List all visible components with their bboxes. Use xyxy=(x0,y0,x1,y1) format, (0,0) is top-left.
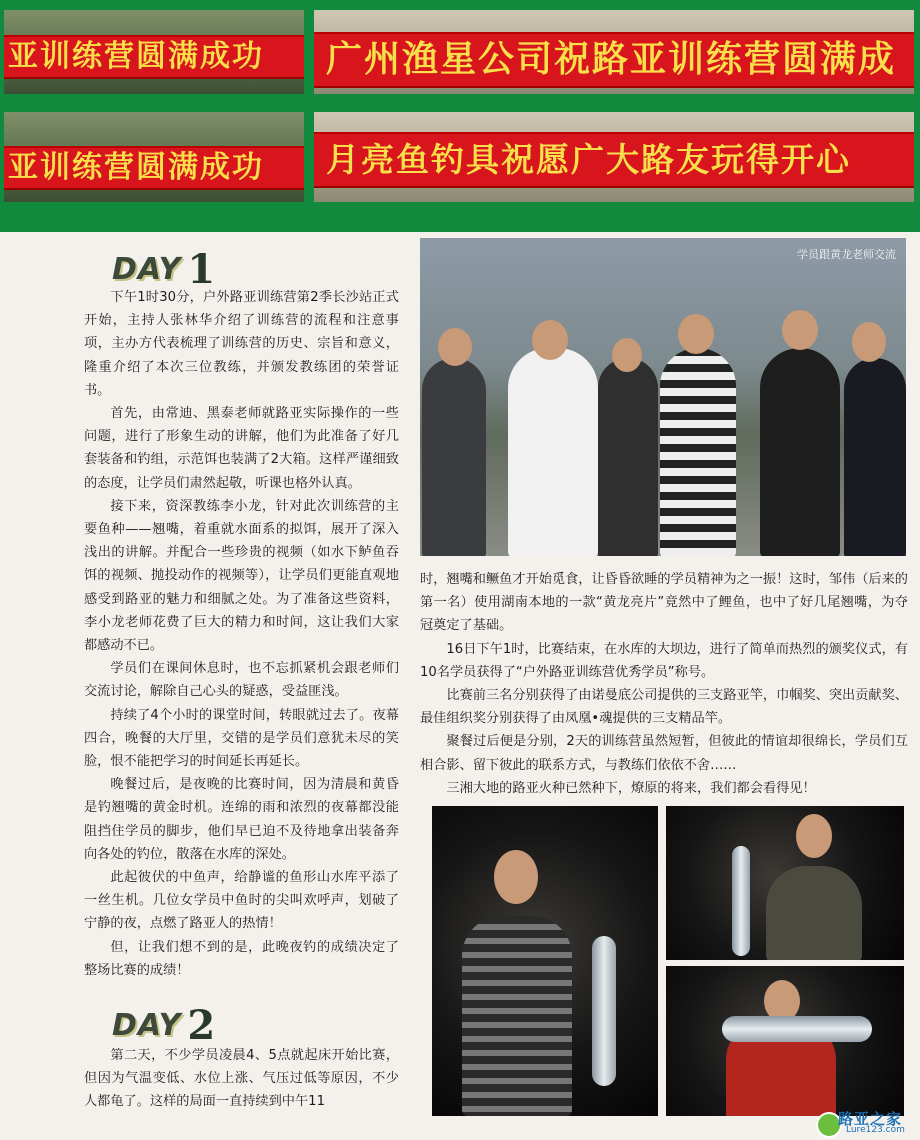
group-photo xyxy=(420,238,906,556)
banner-photo-2 xyxy=(314,10,914,94)
person-head xyxy=(852,322,886,362)
person-head xyxy=(796,814,832,858)
night-catch-photo-2 xyxy=(666,806,904,960)
day1-number: 1 xyxy=(187,246,216,293)
logo-main-text: 路亚之家 xyxy=(838,1110,903,1128)
paragraph: 持续了4个小时的课堂时间，转眼就过去了。夜幕四合，晚餐的大厅里，交错的是学员们意犹未尽的笑脸，恨不能把学习的时间延长再延长。 xyxy=(84,707,399,770)
night-catch-photo-1 xyxy=(432,806,658,1116)
paragraph: 晚餐过后，是夜晚的比赛时间，因为清晨和黄昏是钓翘嘴的黄金时机。连绵的雨和浓烈的夜幕都没能阻挡住学员的脚步，他们早已迫不及待地拿出装备奔向各处的钓位，散落在水库的深处。 xyxy=(84,777,399,862)
person-figure xyxy=(508,348,598,556)
banner-3: 亚训练营圆满成功 xyxy=(4,146,304,190)
left-column-day1 xyxy=(84,286,399,982)
person-head xyxy=(782,310,818,350)
top-photo-band xyxy=(0,0,920,232)
paragraph: 比赛前三名分别获得了由诺曼底公司提供的三支路亚竿，巾帼奖、突出贡献奖、最佳组织奖分别获得了由凤凰•魂提供的三支精品竿。 xyxy=(420,688,908,727)
paragraph: 首先，由常迪、黑泰老师就路亚实际操作的一些问题，进行了形象生动的讲解，他们为此准备了好几套装备和钓组，示范饵也装满了2大箱。这样严谨细致的态度，让学员们肃然起敬，听课也格外认真。 xyxy=(84,406,399,491)
paragraph: 聚餐过后便是分别，2天的训练营虽然短暂，但彼此的情谊却很绵长，学员们互相合影、留下彼此的联系方式，与教练们依依不舍…… xyxy=(420,734,908,773)
day1-heading xyxy=(112,246,216,293)
banner-2: 广州渔星公司祝路亚训练营圆满成 xyxy=(314,32,914,88)
left-column-day2 xyxy=(84,1044,399,1114)
photo-caption: 学员跟黄龙老师交流 xyxy=(797,248,896,261)
paragraph: 接下来，资深教练李小龙，针对此次训练营的主要鱼种——翘嘴，着重就水面系的拟饵，展开了深入浅出的讲解。并配合一些珍贵的视频（如水下鲈鱼吞饵的视频、抛投动作的视频等），让学员们更能直观地感受到路亚的魅力和细腻之处。为了准备这些资料，李小龙老师花费了巨大的精力和时间，这让我们大家都感动不已。 xyxy=(84,498,399,654)
site-logo xyxy=(816,1108,916,1136)
banner-photo-4 xyxy=(314,112,914,202)
banner-photo-1 xyxy=(4,10,304,94)
banner-photo-3 xyxy=(4,112,304,202)
person-figure xyxy=(462,916,572,1116)
fish xyxy=(592,936,616,1086)
fish xyxy=(722,1016,872,1042)
paragraph: 三湘大地的路亚火种已然种下，燎原的将来，我们都会看得见！ xyxy=(446,780,816,796)
fish xyxy=(732,846,750,956)
person-head xyxy=(494,850,538,904)
banner-4: 月亮鱼钓具祝愿广大路友玩得开心 xyxy=(314,132,914,188)
person-figure xyxy=(844,358,906,556)
person-head xyxy=(438,328,472,366)
paragraph: 下午1时30分，户外路亚训练营第2季长沙站正式开始，主持人张林华介绍了训练营的流程和注意事项，主办方代表梳理了训练营的历史、宗旨和意义，隆重介绍了本次三位教练，并颁发教练团的荣誉证书。 xyxy=(84,290,399,398)
person-figure xyxy=(422,358,486,556)
day2-number: 2 xyxy=(187,1002,216,1049)
paragraph: 16日下午1时，比赛结束，在水库的大坝边，进行了简单而热烈的颁奖仪式，有10名学员获得了“户外路亚训练营优秀学员”称号。 xyxy=(420,641,908,680)
paragraph: 学员们在课间休息时，也不忘抓紧机会跟老师们交流讨论，解除自己心头的疑惑，受益匪浅。 xyxy=(84,661,399,700)
person-head xyxy=(612,338,642,372)
day1-word: DAY xyxy=(112,252,182,287)
day2-word: DAY xyxy=(112,1008,182,1043)
person-figure xyxy=(660,348,736,556)
logo-sub-text: Lure123.com xyxy=(846,1125,905,1135)
paragraph: 此起彼伏的中鱼声，给静谧的鱼形山水库平添了一丝生机。几位女学员中鱼时的尖叫欢呼声，划破了宁静的夜，点燃了路亚人的热情！ xyxy=(84,870,399,932)
person-figure xyxy=(760,348,840,556)
night-catch-photo-3 xyxy=(666,966,904,1116)
banner-1: 亚训练营圆满成功 xyxy=(4,35,304,79)
paragraph: 但，让我们想不到的是，此晚夜钓的成绩决定了整场比赛的成绩！ xyxy=(84,939,399,978)
person-figure xyxy=(598,358,658,556)
right-column xyxy=(420,568,908,800)
paragraph: 时，翘嘴和鳜鱼才开始觅食，让昏昏欲睡的学员精神为之一振！这时，邹伟（后来的第一名）使用湖南本地的一款“黄龙亮片”竟然中了鲤鱼，也中了好几尾翘嘴，为夺冠奠定了基础。 xyxy=(420,572,908,634)
day2-heading xyxy=(112,1002,216,1049)
paragraph: 第二天，不少学员凌晨4、5点就起床开始比赛，但因为气温变低、水位上涨、气压过低等原因，不少人都龟了。这样的局面一直持续到中午11 xyxy=(84,1048,399,1110)
person-head xyxy=(678,314,714,354)
person-head xyxy=(532,320,568,360)
person-figure xyxy=(766,866,862,960)
